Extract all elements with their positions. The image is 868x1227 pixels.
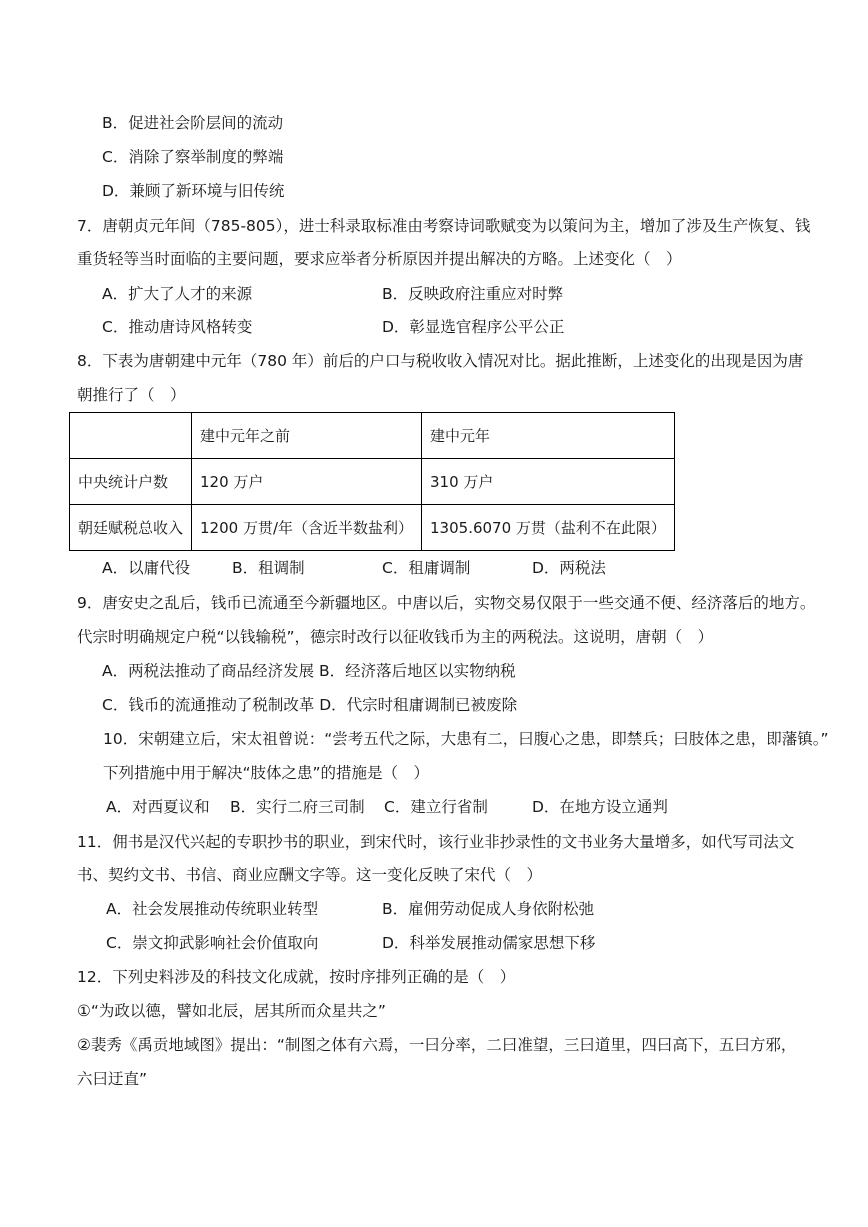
q12-stem: 12．下列史料涉及的科技文化成就，按时序排列正确的是（ ） [77,968,516,986]
q7-stem-line2: 重货轻等当时面临的主要问题，要求应举者分析原因并提出解决的方略。上述变化（ ） [77,250,682,268]
q6-option-b: B．促进社会阶层间的流动 [102,114,284,132]
q7-option-b: B．反映政府注重应对时弊 [382,285,564,303]
q11-option-d: D．科举发展推动儒家思想下移 [382,934,596,952]
q12-item-2-line1: ②裴秀《禹贡地域图》提出：“制图之体有六焉，一曰分率，二曰准望，三曰道里，四曰高下，五曰方邪， [77,1036,797,1054]
table-row [70,505,675,551]
q10-stem-line2: 下列措施中用于解决“肢体之患”的措施是（ ） [103,764,430,782]
q9-options-cd: C．钱币的流通推动了税制改革 D．代宗时租庸调制已被废除 [102,696,518,714]
q8-stem-line1: 8．下表为唐朝建中元年（780 年）前后的户口与税收收入情况对比。据此推断，上述变化的出现是因为唐 [77,352,804,370]
q12-item-2-line2: 六曰迂直” [77,1070,148,1088]
q7-option-d: D．彰显选官程序公平公正 [382,318,565,336]
q12-item-1: ①“为政以德，譬如北辰，居其所而众星共之” [77,1002,386,1020]
q9-options-ab: A．两税法推动了商品经济发展 B．经济落后地区以实物纳税 [102,662,516,680]
q8-option-d: D．两税法 [532,559,606,577]
table-cell: 120 万户 [192,459,422,505]
q7-stem-line1: 7．唐朝贞元年间（785-805），进士科录取标准由考察诗词歌赋变为以策问为主，增加了涉及生产恢复、钱 [77,217,811,235]
q9-stem-line2: 代宗时明确规定户税“以钱输税”，德宗时改行以征收钱币为主的两税法。这说明，唐朝（ ） [77,628,714,646]
q6-option-d: D．兼顾了新环境与旧传统 [102,182,285,200]
q10-option-b: B．实行二府三司制 [230,798,365,816]
q10-option-c: C．建立行省制 [384,798,488,816]
table-cell: 朝廷赋税总收入 [70,505,192,551]
q11-option-c: C．崇文抑武影响社会价值取向 [106,934,319,952]
q11-option-b: B．雇佣劳动促成人身依附松弛 [382,900,595,918]
q7-option-a: A．扩大了人才的来源 [102,285,253,303]
q8-option-c: C．租庸调制 [382,559,471,577]
table-cell: 1305.6070 万贯（盐利不在此限） [422,505,675,551]
q8-data-table [69,412,675,551]
q10-option-d: D．在地方设立通判 [532,798,668,816]
table-cell: 1200 万贯/年（含近半数盐利） [192,505,422,551]
table-cell: 建中元年 [422,413,675,459]
q10-stem-line1: 10．宋朝建立后，宋太祖曾说：“尝考五代之际，大患有二，曰腹心之患，即禁兵；曰肢体之患，即藩镇。” [103,730,829,748]
q11-stem-line1: 11．佣书是汉代兴起的专职抄书的职业，到宋代时，该行业非抄录性的文书业务大量增多，如代写司法文 [77,833,795,851]
table-cell: 建中元年之前 [192,413,422,459]
q7-option-c: C．推动唐诗风格转变 [102,318,253,336]
table-header-row [70,413,675,459]
q9-stem-line1: 9．唐安史之乱后，钱币已流通至今新疆地区。中唐以后，实物交易仅限于一些交通不便、经济落后的地方。 [77,594,816,612]
q10-option-a: A．对西夏议和 [106,798,210,816]
table-cell: 中央统计户数 [70,459,192,505]
table-cell: 310 万户 [422,459,675,505]
q6-option-c: C．消除了察举制度的弊端 [102,148,284,166]
q8-option-a: A．以庸代役 [102,559,191,577]
q8-stem-line2: 朝推行了（ ） [77,386,186,404]
q8-option-b: B．租调制 [232,559,305,577]
table-cell [70,413,192,459]
q11-stem-line2: 书、契约文书、书信、商业应酬文字等。这一变化反映了宋代（ ） [77,866,543,884]
q11-option-a: A．社会发展推动传统职业转型 [106,900,319,918]
table-row [70,459,675,505]
